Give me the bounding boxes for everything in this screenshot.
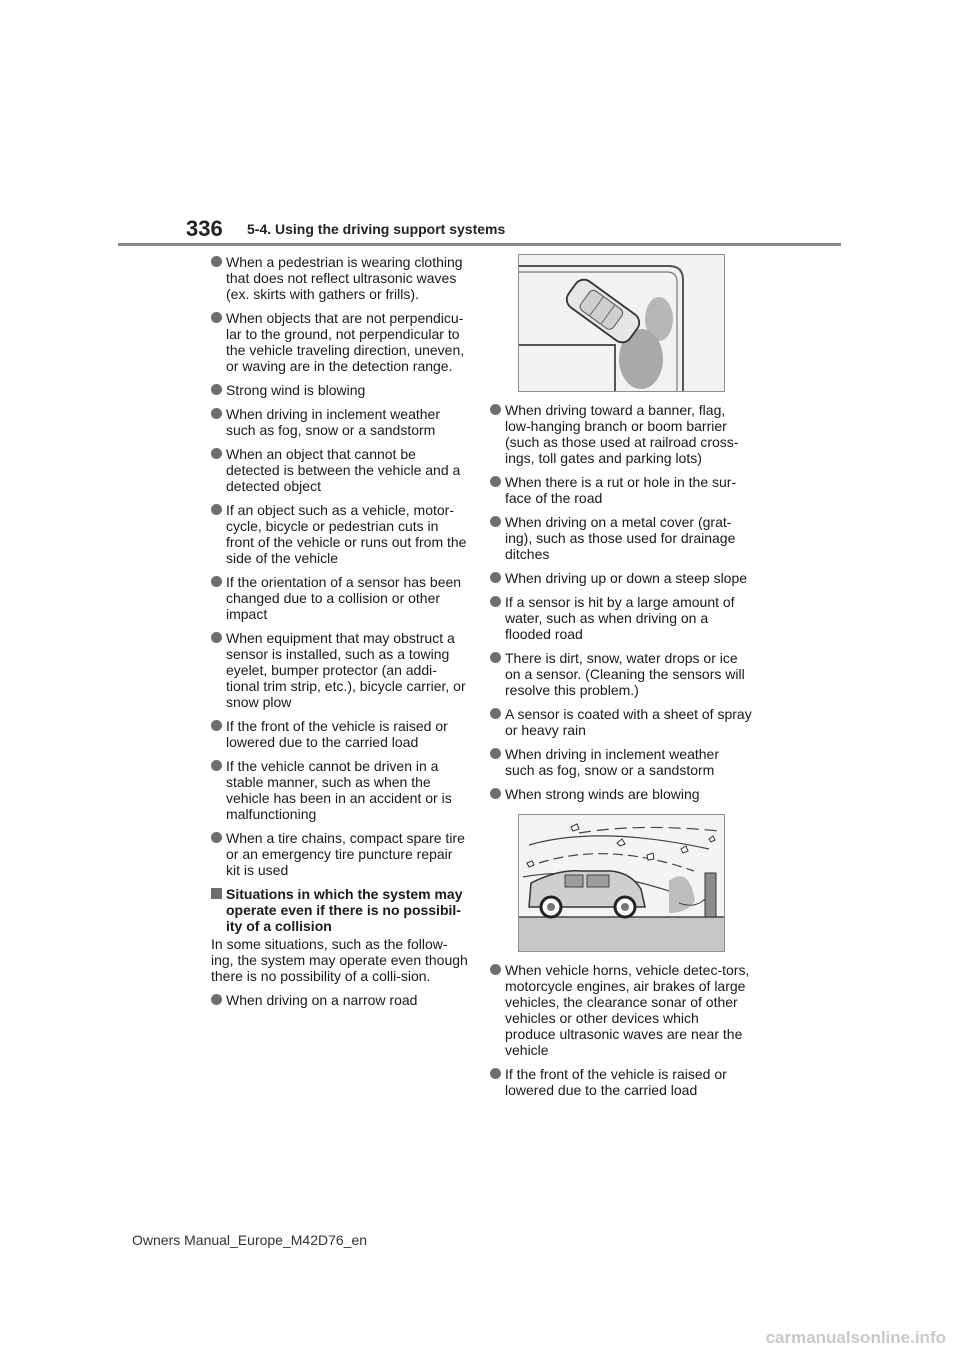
list-item bbox=[490, 514, 752, 562]
bullet-dot-icon bbox=[211, 632, 222, 643]
list-item-text: When driving up or down a steep slope bbox=[505, 570, 748, 586]
bullet-dot-icon bbox=[490, 788, 501, 799]
list-item bbox=[490, 474, 752, 506]
section-title: 5-4. Using the driving support systems bbox=[247, 221, 506, 237]
subsection-heading-text: Situations in which the system may operate even if there is no possibil-ity of a collision bbox=[226, 886, 463, 934]
bullet-dot-icon bbox=[211, 384, 222, 395]
bullet-dot-icon bbox=[490, 572, 501, 583]
bullet-dot-icon bbox=[211, 256, 222, 267]
list-item bbox=[211, 992, 469, 1008]
right-column bbox=[490, 254, 752, 1106]
subsection-heading bbox=[211, 886, 469, 934]
bullet-dot-icon bbox=[211, 832, 222, 843]
list-item-text: When an object that cannot be detected is between the vehicle and a detected object bbox=[226, 446, 461, 494]
list-item bbox=[211, 630, 469, 710]
bullet-dot-icon bbox=[490, 1068, 501, 1079]
bullet-dot-icon bbox=[211, 760, 222, 771]
list-item bbox=[490, 786, 752, 802]
intro-paragraph: In some situations, such as the follow-ing, the system may operate even though there is no possibility of a colli-sion. bbox=[211, 936, 468, 984]
list-item bbox=[490, 1066, 752, 1098]
bullet-dot-icon bbox=[211, 448, 222, 459]
bullet-list-left-1 bbox=[211, 254, 469, 878]
bullet-dot-icon bbox=[211, 504, 222, 515]
watermark-text: carmanualsonline.info bbox=[765, 1328, 946, 1347]
narrow-road-image bbox=[519, 255, 724, 391]
list-item-text: When driving on a narrow road bbox=[226, 992, 418, 1008]
list-item-text: When a tire chains, compact spare tire or an emergency tire puncture repair kit is used bbox=[226, 830, 465, 878]
list-item bbox=[211, 830, 469, 878]
list-item-text: When a pedestrian is wearing clothing that does not reflect ultrasonic waves (ex. skirts with gathers or frills). bbox=[226, 254, 463, 302]
list-item bbox=[490, 706, 752, 738]
list-item-text: If the vehicle cannot be driven in a stable manner, such as when the vehicle has been in an accident or is malfunctioning bbox=[226, 758, 452, 822]
bullet-dot-icon bbox=[211, 720, 222, 731]
list-item bbox=[490, 650, 752, 698]
list-item-text: If the front of the vehicle is raised or lowered due to the carried load bbox=[226, 718, 448, 750]
header-divider bbox=[118, 243, 841, 246]
list-item bbox=[490, 570, 752, 586]
bullet-dot-icon bbox=[490, 596, 501, 607]
list-item-text: If the front of the vehicle is raised or lowered due to the carried load bbox=[505, 1066, 727, 1098]
list-item bbox=[490, 402, 752, 466]
list-item bbox=[211, 758, 469, 822]
list-item-text: If an object such as a vehicle, motor-cycle, bicycle or pedestrian cuts in front of the vehicle or runs out from the side of the vehicle bbox=[226, 502, 467, 566]
narrow-road-illustration bbox=[518, 254, 725, 392]
list-item-text: When driving toward a banner, flag, low-hanging branch or boom barrier (such as those used at railroad cross-ings, toll gates and parking lots) bbox=[505, 402, 739, 466]
bullet-list-left-2 bbox=[211, 992, 469, 1008]
list-item-text: When driving in inclement weather such as fog, snow or a sandstorm bbox=[226, 406, 440, 438]
list-item-text: When equipment that may obstruct a sensor is installed, such as a towing eyelet, bumper protector (an addi-tional trim strip, etc.), bicycle carrier, or snow plow bbox=[226, 630, 466, 710]
list-item bbox=[211, 446, 469, 494]
list-item bbox=[211, 718, 469, 750]
list-item-text: A sensor is coated with a sheet of spray or heavy rain bbox=[505, 706, 752, 738]
list-item-text: When strong winds are blowing bbox=[505, 786, 700, 802]
list-item bbox=[490, 594, 752, 642]
list-item bbox=[211, 382, 469, 398]
list-item bbox=[211, 254, 469, 302]
bullet-dot-icon bbox=[211, 576, 222, 587]
strong-wind-illustration bbox=[518, 814, 725, 952]
bullet-dot-icon bbox=[490, 476, 501, 487]
list-item bbox=[211, 574, 469, 622]
list-item-text: If the orientation of a sensor has been changed due to a collision or other impact bbox=[226, 574, 462, 622]
page-header bbox=[0, 0, 960, 250]
page-number: 336 bbox=[186, 216, 223, 241]
list-item-text: When driving on a metal cover (grat-ing), such as those used for drainage ditches bbox=[505, 514, 736, 562]
bullet-list-right-2 bbox=[490, 962, 752, 1098]
bullet-dot-icon bbox=[211, 408, 222, 419]
bullet-dot-icon bbox=[211, 994, 222, 1005]
list-item-text: When there is a rut or hole in the sur-face of the road bbox=[505, 474, 737, 506]
bullet-dot-icon bbox=[490, 964, 501, 975]
list-item bbox=[211, 406, 469, 438]
list-item-text: Strong wind is blowing bbox=[226, 382, 366, 398]
list-item bbox=[490, 962, 752, 1058]
list-item-text: When vehicle horns, vehicle detec-tors, motorcycle engines, air brakes of large vehicles, the clearance sonar of other vehicles or other devices which produce ultrasonic waves are near the vehicle bbox=[505, 962, 750, 1058]
footer-manual-id: Owners Manual_Europe_M42D76_en bbox=[132, 1232, 368, 1248]
list-item-text: When driving in inclement weather such as fog, snow or a sandstorm bbox=[505, 746, 719, 778]
list-item bbox=[211, 310, 469, 374]
bullet-dot-icon bbox=[490, 516, 501, 527]
heading-square-icon bbox=[211, 888, 222, 899]
bullet-dot-icon bbox=[490, 652, 501, 663]
list-item bbox=[490, 746, 752, 778]
list-item bbox=[211, 502, 469, 566]
bullet-dot-icon bbox=[211, 312, 222, 323]
bullet-dot-icon bbox=[490, 748, 501, 759]
bullet-dot-icon bbox=[490, 404, 501, 415]
bullet-dot-icon bbox=[490, 708, 501, 719]
strong-wind-image bbox=[519, 815, 724, 951]
bullet-list-right-1 bbox=[490, 402, 752, 802]
list-item-text: There is dirt, snow, water drops or ice on a sensor. (Cleaning the sensors will resolve this problem.) bbox=[505, 650, 745, 698]
list-item-text: If a sensor is hit by a large amount of water, such as when driving on a flooded road bbox=[505, 594, 735, 642]
left-column bbox=[211, 254, 469, 1016]
list-item-text: When objects that are not perpendicu-lar to the ground, not perpendicular to the vehicle traveling direction, uneven, or waving are in the detection range. bbox=[226, 310, 465, 374]
